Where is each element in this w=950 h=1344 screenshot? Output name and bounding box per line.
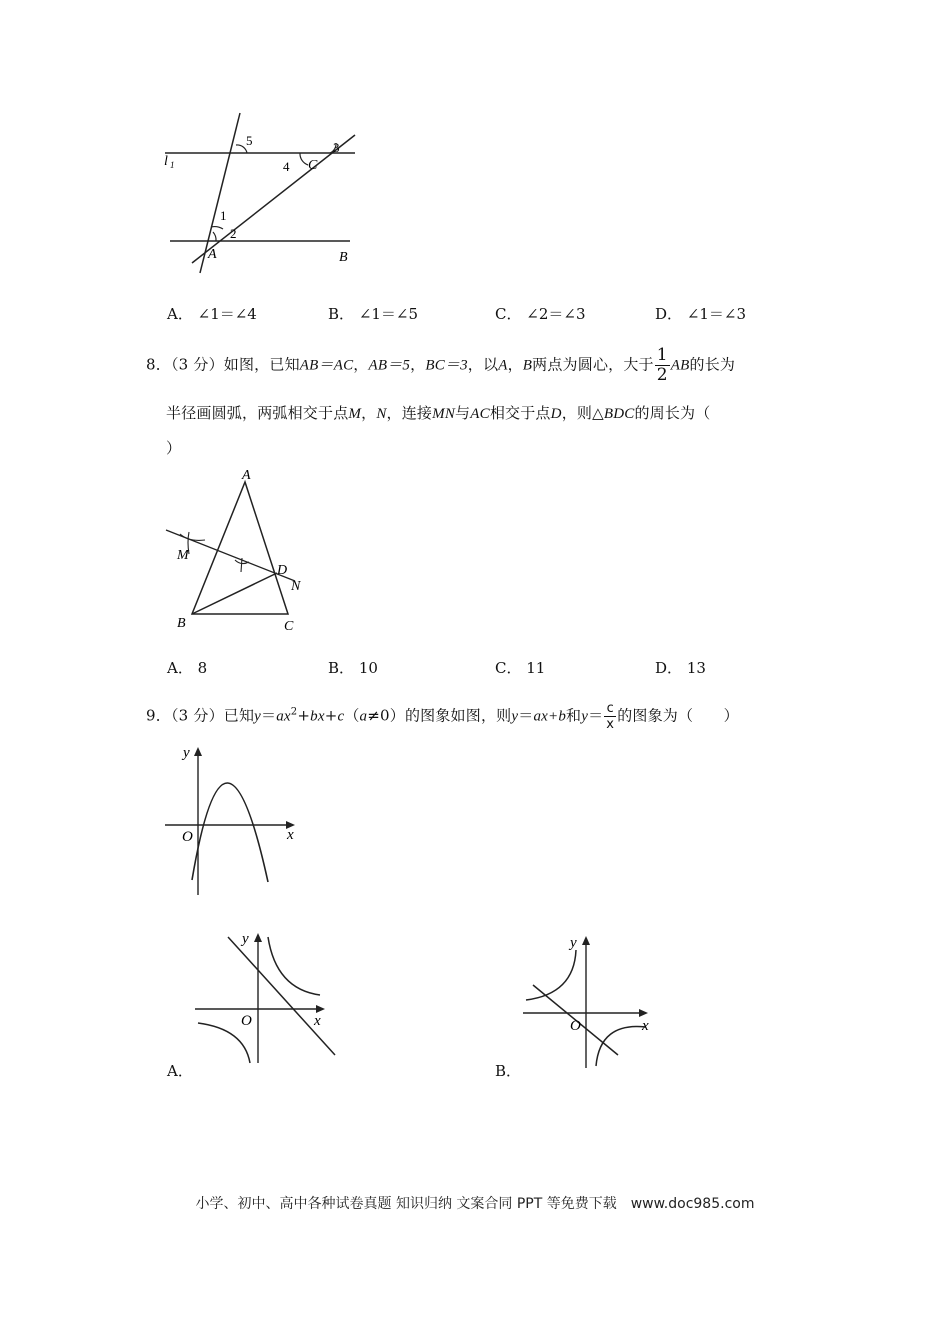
hyperbola-branch-lower-right bbox=[596, 1026, 646, 1066]
option-text: ∠2＝∠3 bbox=[526, 305, 586, 323]
fraction-c-over-x: $\frac{c}{x}$ bbox=[606, 701, 615, 732]
q8-option-c[interactable] bbox=[495, 657, 545, 678]
label-point-A: A bbox=[242, 468, 251, 483]
q8-stem-line1: 8．（3 分）如图，已知AB＝AC，AB＝5，BC＝3，以A，B两点为圆心，大于 $\frac{1}{2}$ AB的长为 bbox=[146, 345, 736, 385]
question-score: （3 分） bbox=[170, 355, 224, 374]
q7-option-a[interactable] bbox=[167, 303, 257, 324]
label-point-C: C bbox=[284, 619, 294, 634]
y-axis-arrow bbox=[194, 747, 202, 756]
label-point-N: N bbox=[291, 579, 301, 594]
option-letter: A． bbox=[167, 659, 193, 677]
hyperbola-branch-upper bbox=[268, 937, 320, 995]
label-point-B: B bbox=[177, 616, 186, 631]
y-axis-arrow bbox=[582, 936, 590, 945]
option-text: ∠1＝∠4 bbox=[197, 305, 257, 323]
option-letter: C． bbox=[495, 305, 522, 323]
label-origin: O bbox=[570, 1018, 581, 1034]
q8-stem-line3: ） bbox=[166, 439, 182, 457]
label-angle-4: 4 bbox=[283, 159, 290, 174]
option-letter: D． bbox=[655, 659, 683, 677]
q8-option-a[interactable] bbox=[167, 657, 207, 678]
option-text: ∠1＝∠3 bbox=[686, 305, 747, 323]
option-text: 11 bbox=[526, 659, 546, 677]
angle-arc-4 bbox=[300, 153, 308, 165]
arc-M bbox=[180, 534, 205, 540]
q9-option-a[interactable] bbox=[167, 1060, 193, 1081]
label-point-B: B bbox=[339, 250, 348, 265]
label-y: y bbox=[242, 931, 249, 947]
option-letter: B． bbox=[328, 659, 355, 677]
triangle-ABC bbox=[192, 482, 288, 614]
label-x: x bbox=[314, 1013, 321, 1029]
question-score: （3 分） bbox=[170, 706, 224, 725]
angle-arc-1 bbox=[211, 227, 223, 229]
page-footer: 小学、初中、高中各种试卷真题 知识归纳 文案合同 PPT 等免费下载 www.doc985.com bbox=[195, 1196, 755, 1212]
option-letter: A． bbox=[167, 305, 193, 323]
transversal-steep bbox=[200, 113, 240, 273]
label-l1: l bbox=[164, 154, 168, 169]
label-x: x bbox=[287, 827, 294, 843]
label-l1-sub: 1 bbox=[170, 160, 175, 170]
option-letter: A． bbox=[167, 1062, 193, 1080]
option-letter: B． bbox=[328, 305, 355, 323]
label-origin: O bbox=[182, 829, 193, 845]
x-axis-arrow bbox=[316, 1005, 325, 1013]
transversal-AC bbox=[192, 135, 355, 263]
fraction-one-half: $\frac{1}{2}$ bbox=[656, 345, 668, 385]
line-BD bbox=[192, 573, 277, 614]
angle-arc-2 bbox=[213, 232, 216, 241]
option-text: 13 bbox=[686, 659, 706, 677]
q9-stem: 9．（3 分）已知$y=ax^2+bx+c(a\ne 0)$的图象如图，则y＝ax+b和y＝ $\frac{c}{x}$ 的图象为（ ） bbox=[146, 701, 739, 732]
label-x: x bbox=[642, 1018, 649, 1034]
label-point-A: A bbox=[208, 247, 217, 262]
label-angle-3: 3 bbox=[333, 140, 340, 155]
label-y: y bbox=[183, 745, 190, 761]
q8-figure bbox=[155, 462, 315, 637]
question-number: 9． bbox=[146, 706, 171, 725]
parabola-curve bbox=[192, 783, 268, 882]
q9-option-b-graph bbox=[518, 930, 663, 1075]
question-number: 8． bbox=[146, 355, 171, 374]
q8-stem-line2: 半径画圆弧，两弧相交于点M，N，连接MN与AC相交于点D，则△BDC的周长为（ bbox=[166, 404, 711, 422]
q8-option-d[interactable] bbox=[655, 657, 706, 678]
q7-figure bbox=[150, 105, 370, 275]
option-text: 10 bbox=[358, 659, 378, 677]
label-origin: O bbox=[241, 1013, 252, 1029]
option-letter: D． bbox=[655, 305, 683, 323]
option-letter: C． bbox=[495, 659, 522, 677]
option-letter: B． bbox=[495, 1062, 522, 1080]
q7-option-d[interactable] bbox=[655, 303, 746, 324]
line-y-ax-b bbox=[228, 937, 335, 1055]
q7-option-c[interactable] bbox=[495, 303, 586, 324]
label-point-C: C bbox=[308, 158, 318, 173]
label-angle-2: 2 bbox=[230, 226, 237, 241]
hyperbola-branch-lower bbox=[198, 1023, 250, 1063]
hyperbola-branch-upper-left bbox=[526, 950, 576, 1000]
label-angle-5: 5 bbox=[246, 133, 253, 148]
q8-option-b[interactable] bbox=[328, 657, 378, 678]
y-axis-arrow bbox=[254, 933, 262, 942]
label-y: y bbox=[570, 935, 577, 951]
option-text: ∠1＝∠5 bbox=[358, 305, 419, 323]
label-angle-1: 1 bbox=[220, 208, 227, 223]
label-point-M: M bbox=[177, 548, 189, 563]
q9-parabola-graph bbox=[155, 740, 305, 900]
q9-option-b[interactable] bbox=[495, 1060, 521, 1081]
q7-option-b[interactable] bbox=[328, 303, 418, 324]
x-axis-arrow bbox=[639, 1009, 648, 1017]
q9-option-a-graph bbox=[190, 925, 345, 1070]
option-text: 8 bbox=[197, 659, 208, 677]
label-point-D: D bbox=[277, 563, 288, 578]
